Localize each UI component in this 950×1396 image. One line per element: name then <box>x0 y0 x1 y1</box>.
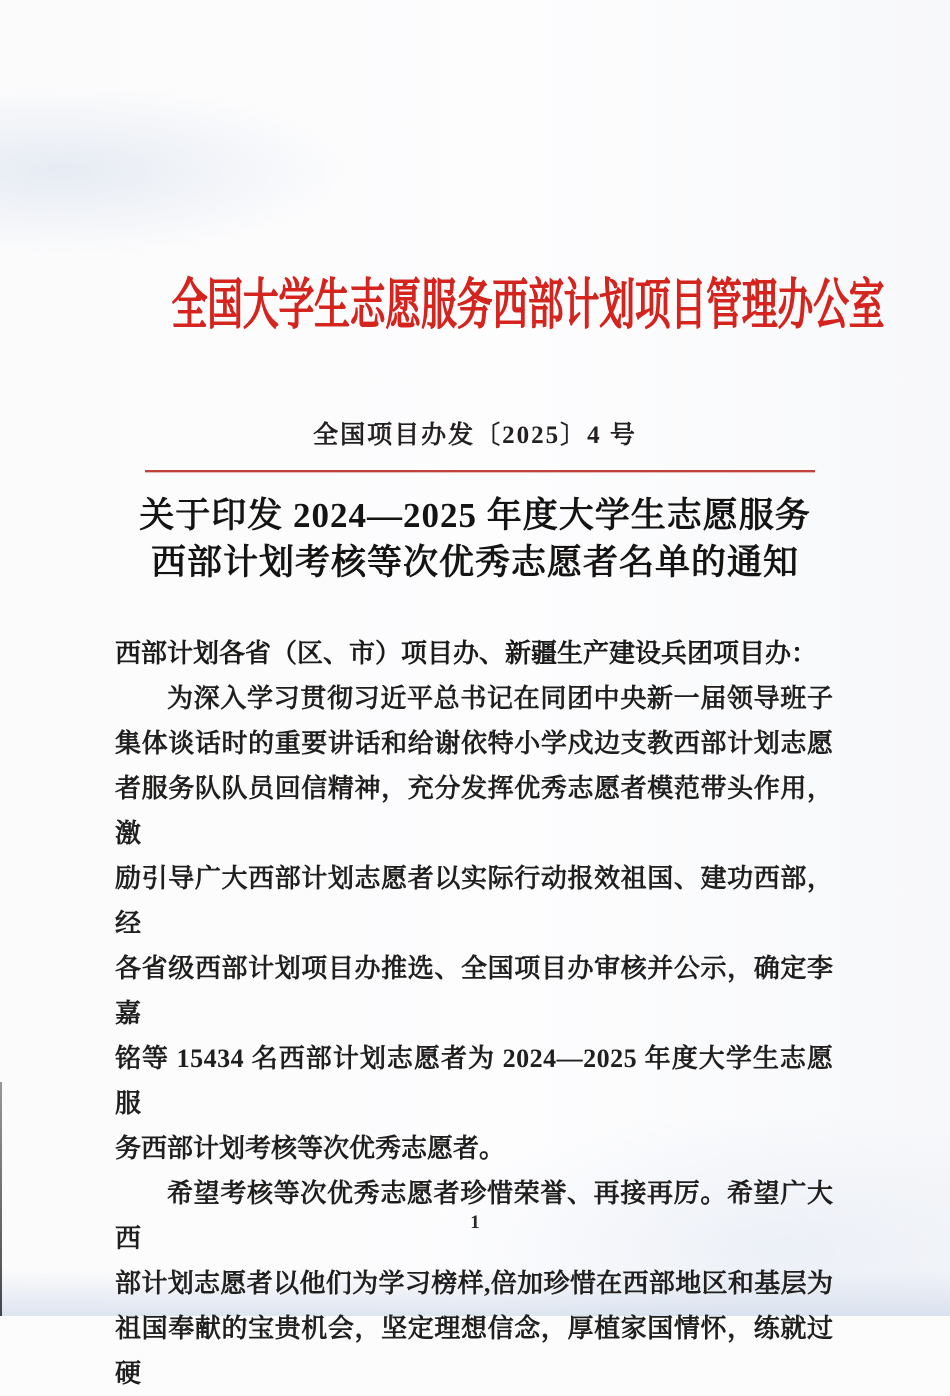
paragraph1-line5: 各省级西部计划项目办推选、全国项目办审核并公示，确定李嘉 <box>115 954 833 1028</box>
document-title-line-2: 西部计划考核等次优秀志愿者名单的通知 <box>150 543 799 582</box>
paragraph1-line6-text-a: 铭等 <box>115 1044 177 1073</box>
paragraph1-line6-text-b: 名西部计划志愿者为 <box>244 1044 503 1073</box>
paragraph1-line6 <box>115 1036 833 1126</box>
paragraph1-line3: 者服务队队员回信精神，充分发挥优秀志愿者模范带头作用，激 <box>115 774 833 848</box>
document-title-line-1: 关于印发 2024—2025 年度大学生志愿服务 <box>139 496 811 535</box>
issuing-org-title: 全国大学生志愿服务西部计划项目管理办公室 <box>171 274 885 336</box>
document-number: 全国项目办发〔2025〕4 号 <box>313 422 637 449</box>
paragraph2-line2: 部计划志愿者以他们为学习榜样,倍加珍惜在西部地区和基层为 <box>115 1269 833 1298</box>
document-body <box>115 676 833 1396</box>
scan-edge-artifact <box>0 1082 2 1316</box>
paragraph1-line6-text-c: 年度大学生志愿服 <box>115 1044 833 1118</box>
salutation-line: 西部计划各省（区、市）项目办、新疆生产建设兵团项目办： <box>115 638 818 668</box>
paragraph2-line3: 祖国奉献的宝贵机会，坚定理想信念，厚植家国情怀，练就过硬 <box>115 1314 833 1388</box>
paragraph1-line4: 励引导广大西部计划志愿者以实际行动报效祖国、建功西部，经 <box>115 864 833 938</box>
page-number: 1 <box>470 1212 480 1233</box>
paragraph1-line1: 为深入学习贯彻习近平总书记在同团中央新一届领导班子 <box>167 684 833 713</box>
program-year-range: 2024—2025 <box>502 1044 638 1073</box>
paragraph1-line7: 务西部计划考核等次优秀志愿者。 <box>115 1134 506 1163</box>
document-title <box>0 492 950 586</box>
paragraph2-line1: 希望考核等次优秀志愿者珍惜荣誉、再接再厉。希望广大西 <box>115 1179 833 1253</box>
volunteer-count-number: 15434 <box>176 1044 245 1073</box>
paragraph1-line2: 集体谈话时的重要讲话和给谢依特小学戍边支教西部计划志愿 <box>115 729 833 758</box>
red-divider-line <box>145 470 815 472</box>
